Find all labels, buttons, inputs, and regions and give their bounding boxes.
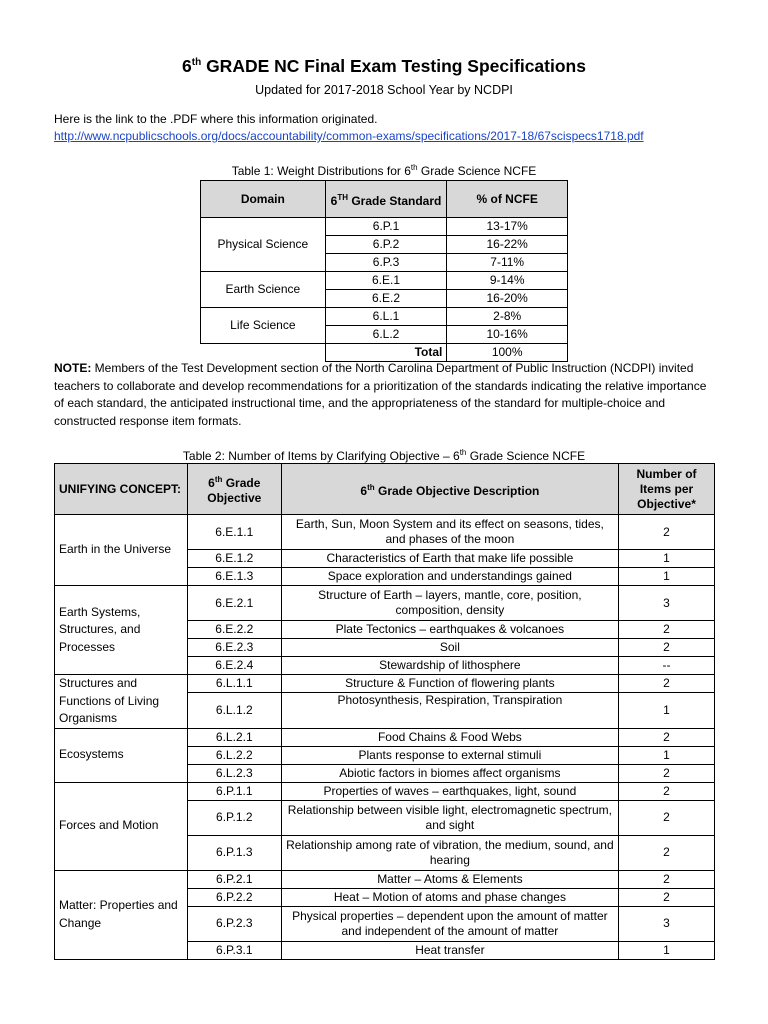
items-cell: 2: [619, 870, 715, 888]
items-cell: 2: [619, 835, 715, 870]
description-cell: Structure of Earth – layers, mantle, core, position, composition, density: [281, 586, 618, 621]
items-cell: 1: [619, 941, 715, 959]
objective-cell: 6.P.3.1: [187, 941, 281, 959]
total-row: [201, 344, 568, 362]
description-cell: Food Chains & Food Webs: [281, 728, 618, 746]
percent-cell: 9-14%: [447, 272, 568, 290]
objective-cell: 6.E.2.4: [187, 657, 281, 675]
domain-cell: Physical Science: [201, 218, 326, 272]
objective-cell: 6.L.1.2: [187, 693, 281, 728]
objective-cell: 6.E.2.2: [187, 621, 281, 639]
header-standard: 6TH Grade Standard: [325, 181, 447, 218]
description-cell: Characteristics of Earth that make life possible: [281, 550, 618, 568]
note-paragraph: NOTE: Members of the Test Development section of the North Carolina Department of Public Instruction (NCDPI) invited teachers to collaborate and develop recommendations for a prioritization of the standards indicating the relative importance of each standard, the anticipated instructional time, and the appropriateness of the standard for multiple-choice and constructed response item formats.: [54, 361, 707, 428]
objective-cell: 6.P.1.2: [187, 800, 281, 835]
header-objective: 6th Grade Objective: [187, 464, 281, 515]
objective-cell: 6.P.2.1: [187, 870, 281, 888]
domain-cell: Earth Science: [201, 272, 326, 308]
domain-cell: Life Science: [201, 308, 326, 344]
concept-cell: Forces and Motion: [55, 782, 188, 870]
total-value: 100%: [447, 344, 568, 362]
percent-cell: 13-17%: [447, 218, 568, 236]
pdf-link[interactable]: http://www.ncpublicschools.org/docs/accountability/common-exams/specifications/2017-18/67scispecs1718.pdf: [54, 129, 644, 143]
description-cell: Heat – Motion of atoms and phase changes: [281, 888, 618, 906]
items-cell: 1: [619, 550, 715, 568]
description-cell: Heat transfer: [281, 941, 618, 959]
percent-cell: 10-16%: [447, 326, 568, 344]
weight-distribution-table: [200, 180, 568, 362]
items-cell: 1: [619, 746, 715, 764]
standard-cell: 6.P.2: [325, 236, 447, 254]
description-cell: Relationship between visible light, electromagnetic spectrum, and sight: [281, 800, 618, 835]
table-row: [201, 308, 568, 326]
table-row: [55, 728, 715, 746]
table-header-row: [55, 464, 715, 515]
concept-cell: Matter: Properties and Change: [55, 870, 188, 959]
description-cell: Space exploration and understandings gained: [281, 568, 618, 586]
items-by-objective-table: [54, 463, 715, 960]
items-cell: 1: [619, 568, 715, 586]
standard-cell: 6.L.1: [325, 308, 447, 326]
percent-cell: 7-11%: [447, 254, 568, 272]
header-items: Number of Items per Objective*: [619, 464, 715, 515]
items-cell: 2: [619, 764, 715, 782]
standard-cell: 6.E.2: [325, 290, 447, 308]
objective-cell: 6.P.2.2: [187, 888, 281, 906]
header-concept: UNIFYING CONCEPT:: [55, 464, 188, 515]
objective-cell: 6.L.2.2: [187, 746, 281, 764]
objective-cell: 6.P.2.3: [187, 906, 281, 941]
objective-cell: 6.P.1.3: [187, 835, 281, 870]
items-cell: 2: [619, 800, 715, 835]
description-cell: Properties of waves – earthquakes, light, sound: [281, 782, 618, 800]
items-cell: 2: [619, 639, 715, 657]
objective-cell: 6.E.1.1: [187, 515, 281, 550]
table-row: [55, 675, 715, 693]
description-cell: Plants response to external stimuli: [281, 746, 618, 764]
description-cell: Physical properties – dependent upon the amount of matter and independent of the amount of matter: [281, 906, 618, 941]
items-cell: 2: [619, 515, 715, 550]
concept-cell: Structures and Functions of Living Organisms: [55, 675, 188, 729]
items-cell: 2: [619, 782, 715, 800]
standard-cell: 6.E.1: [325, 272, 447, 290]
objective-cell: 6.E.1.3: [187, 568, 281, 586]
items-cell: --: [619, 657, 715, 675]
intro-text: Here is the link to the .PDF where this information originated.: [54, 112, 378, 126]
description-cell: Abiotic factors in biomes affect organisms: [281, 764, 618, 782]
description-cell: Photosynthesis, Respiration, Transpiration: [281, 693, 618, 728]
table-row: [55, 782, 715, 800]
items-cell: 1: [619, 693, 715, 728]
table-header-row: [201, 181, 568, 218]
empty-cell: [201, 344, 326, 362]
description-cell: Relationship among rate of vibration, the medium, sound, and hearing: [281, 835, 618, 870]
header-percent: % of NCFE: [447, 181, 568, 218]
table-row: [55, 515, 715, 550]
objective-cell: 6.L.2.1: [187, 728, 281, 746]
table-row: [55, 586, 715, 621]
subtitle: Updated for 2017-2018 School Year by NCDPI: [255, 83, 513, 97]
items-cell: 2: [619, 888, 715, 906]
items-cell: 2: [619, 728, 715, 746]
table1-caption: Table 1: Weight Distributions for 6th Grade Science NCFE: [231, 163, 537, 178]
percent-cell: 16-20%: [447, 290, 568, 308]
table2-caption: Table 2: Number of Items by Clarifying Objective – 6th Grade Science NCFE: [182, 448, 586, 463]
concept-cell: Ecosystems: [55, 728, 188, 782]
total-label: Total: [325, 344, 447, 362]
percent-cell: 16-22%: [447, 236, 568, 254]
items-cell: 2: [619, 621, 715, 639]
standard-cell: 6.P.1: [325, 218, 447, 236]
concept-cell: Earth Systems, Structures, and Processes: [55, 586, 188, 675]
description-cell: Matter – Atoms & Elements: [281, 870, 618, 888]
objective-cell: 6.L.1.1: [187, 675, 281, 693]
description-cell: Structure & Function of flowering plants: [281, 675, 618, 693]
percent-cell: 2-8%: [447, 308, 568, 326]
table-row: [201, 218, 568, 236]
objective-cell: 6.E.2.3: [187, 639, 281, 657]
header-domain: Domain: [201, 181, 326, 218]
items-cell: 2: [619, 675, 715, 693]
table-row: [201, 272, 568, 290]
table-row: [55, 870, 715, 888]
objective-cell: 6.L.2.3: [187, 764, 281, 782]
page-title: 6th GRADE NC Final Exam Testing Specifications: [182, 56, 586, 76]
description-cell: Stewardship of lithosphere: [281, 657, 618, 675]
items-cell: 3: [619, 586, 715, 621]
header-description: 6th Grade Objective Description: [281, 464, 618, 515]
description-cell: Plate Tectonics – earthquakes & volcanoes: [281, 621, 618, 639]
objective-cell: 6.P.1.1: [187, 782, 281, 800]
standard-cell: 6.P.3: [325, 254, 447, 272]
description-cell: Earth, Sun, Moon System and its effect on seasons, tides, and phases of the moon: [281, 515, 618, 550]
description-cell: Soil: [281, 639, 618, 657]
objective-cell: 6.E.2.1: [187, 586, 281, 621]
concept-cell: Earth in the Universe: [55, 515, 188, 586]
items-cell: 3: [619, 906, 715, 941]
objective-cell: 6.E.1.2: [187, 550, 281, 568]
standard-cell: 6.L.2: [325, 326, 447, 344]
